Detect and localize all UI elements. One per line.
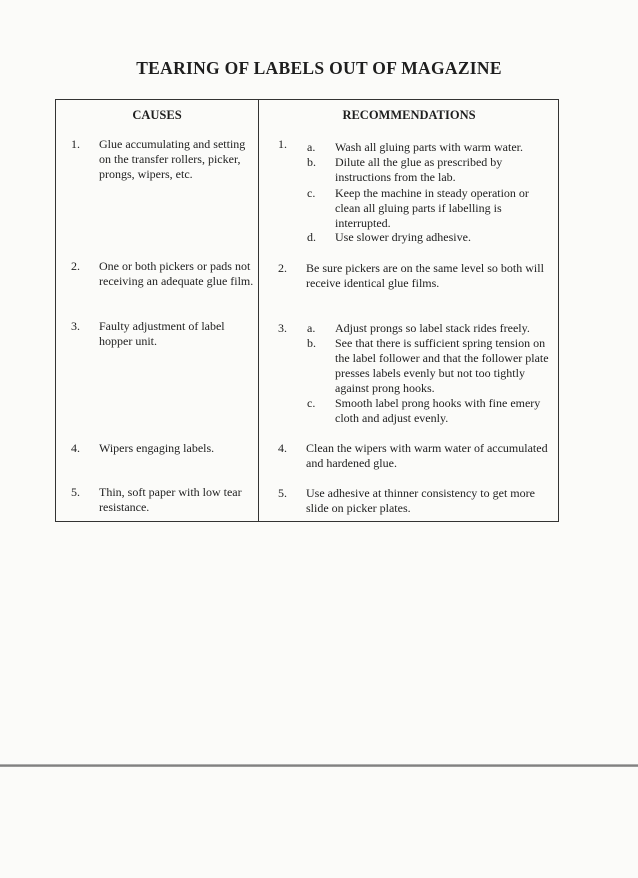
cause-number: 2. xyxy=(71,259,80,273)
recommendation-text: See that there is sufficient spring tension on the label follower and that the follower plate presses labels evenly but not too tightly against prong hooks. xyxy=(335,336,549,395)
recommendation-number: 3. xyxy=(278,321,287,335)
recommendation-text: Wash all gluing parts with warm water. xyxy=(335,140,523,154)
recommendations-header: RECOMMENDATIONS xyxy=(342,108,476,122)
cause-text: Thin, soft paper with low tear resistance. xyxy=(99,485,242,514)
cause-text: Faulty adjustment of label hopper unit. xyxy=(99,319,225,348)
cause-number: 5. xyxy=(71,485,80,499)
recommendation-text: Be sure pickers are on the same level so both will receive identical glue films. xyxy=(306,261,544,290)
recommendation-text: Smooth label prong hooks with fine emery cloth and adjust evenly. xyxy=(335,396,541,425)
recommendation-letter: a. xyxy=(307,140,316,154)
recommendation-number: 4. xyxy=(278,441,287,455)
cause-number: 1. xyxy=(71,137,80,151)
recommendation-letter: b. xyxy=(307,336,316,350)
recommendation-letter: c. xyxy=(307,186,316,200)
recommendation-text: Keep the machine in steady operation or clean all gluing parts if labelling is interrupted. xyxy=(335,186,529,230)
cause-number: 3. xyxy=(71,319,80,333)
recommendation-letter: b. xyxy=(307,155,316,169)
causes-header: CAUSES xyxy=(132,108,182,122)
recommendation-text: Adjust prongs so label stack rides freely. xyxy=(335,321,530,335)
recommendation-letter: d. xyxy=(307,230,316,244)
cause-number: 4. xyxy=(71,441,80,455)
recommendation-text: Use slower drying adhesive. xyxy=(335,230,471,244)
scan-artifact-line xyxy=(0,764,638,767)
recommendation-text: Clean the wipers with warm water of accumulated and hardened glue. xyxy=(306,441,548,470)
recommendation-text: Dilute all the glue as prescribed by instructions from the lab. xyxy=(335,155,503,184)
cause-text: Glue accumulating and setting on the transfer rollers, picker, prongs, wipers, etc. xyxy=(99,137,246,181)
recommendation-number: 5. xyxy=(278,486,287,500)
column-divider xyxy=(258,100,259,521)
recommendation-letter: a. xyxy=(307,321,316,335)
recommendation-text: Use adhesive at thinner consistency to get more slide on picker plates. xyxy=(306,486,535,515)
cause-text: One or both pickers or pads not receiving an adequate glue film. xyxy=(99,259,254,288)
page-title: TEARING OF LABELS OUT OF MAGAZINE xyxy=(136,58,502,78)
recommendation-letter: c. xyxy=(307,396,316,410)
recommendation-number: 2. xyxy=(278,261,287,275)
causes-recommendations-table xyxy=(55,99,559,522)
cause-text: Wipers engaging labels. xyxy=(99,441,215,455)
recommendation-number: 1. xyxy=(278,137,287,151)
